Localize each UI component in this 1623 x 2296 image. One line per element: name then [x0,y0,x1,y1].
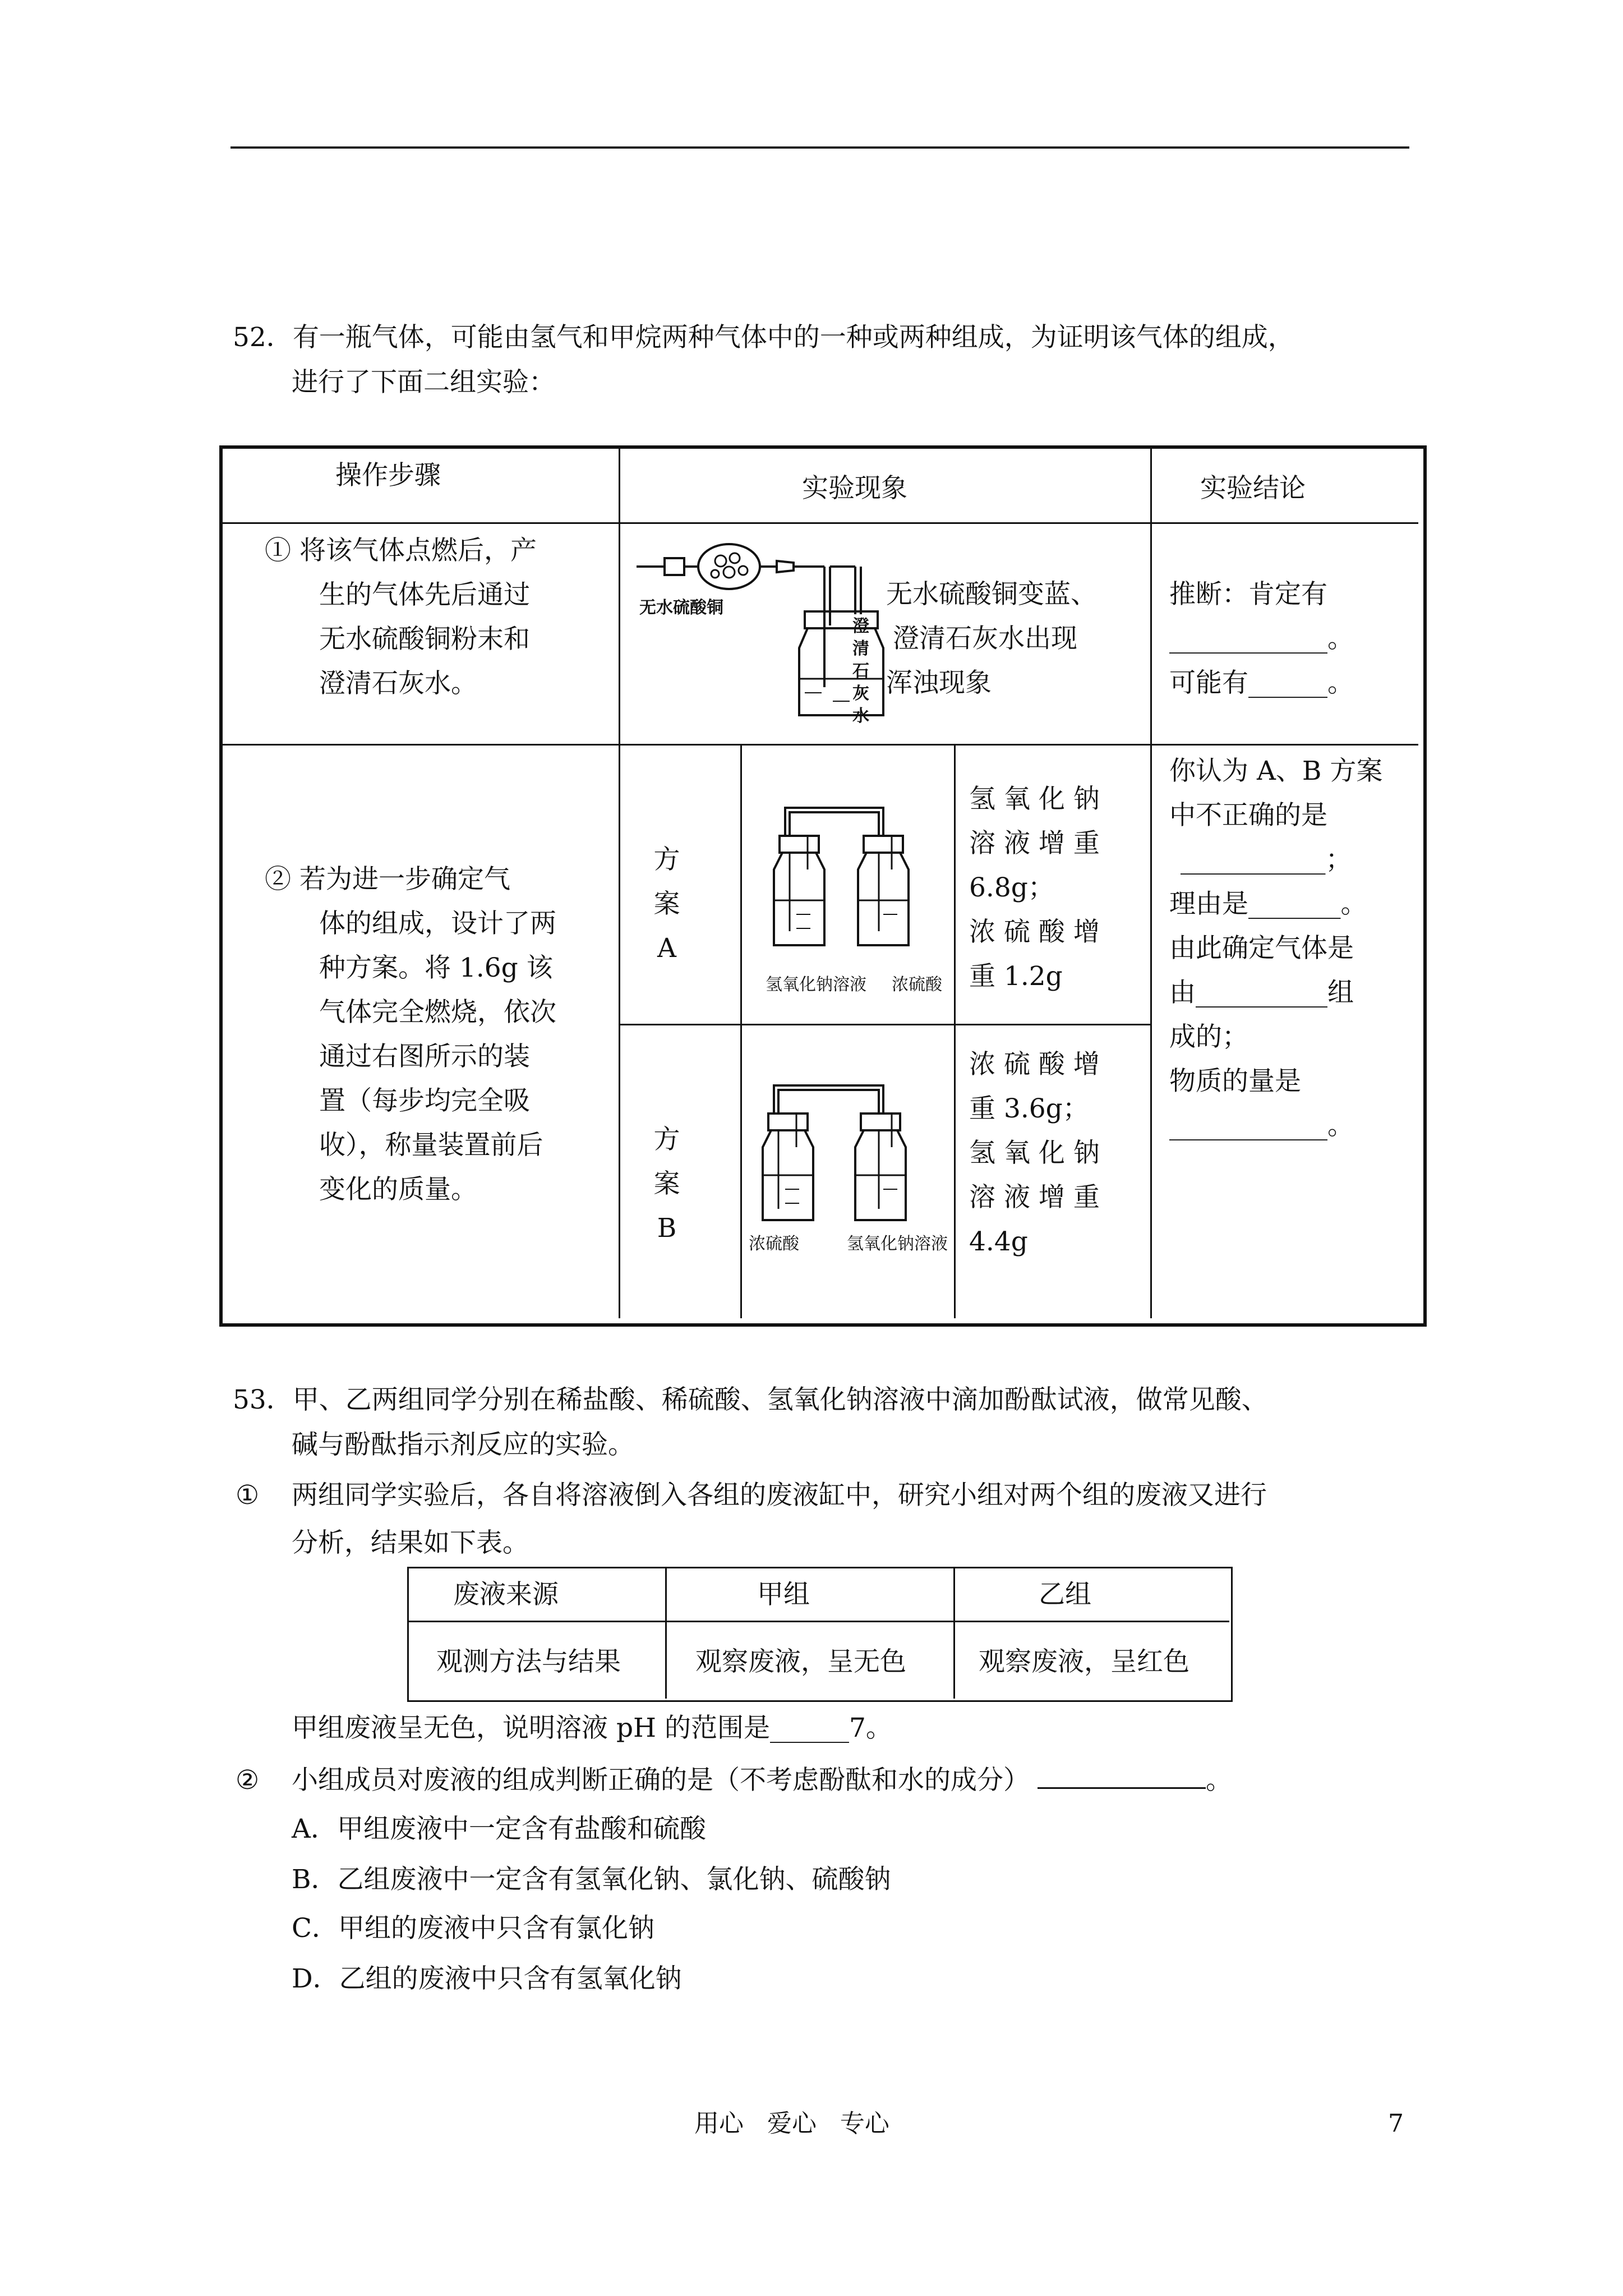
row2-step-line: ② 若为进一步确定气 [265,864,510,895]
page-number: 7 [1388,2109,1404,2138]
plan-label-char: 案 [653,1168,680,1199]
q52-line1 [233,315,1294,361]
phenomenon-line: 无水硫酸铜变蓝、 [886,579,1097,610]
conclusion-line: ___________； [1181,844,1352,875]
header-conclusion: 实验结论 [1200,473,1306,504]
row1-conclusion [1169,572,1354,705]
table-divider [619,447,620,1318]
conclusion-line: 可能有______。 [1169,668,1354,698]
ph-range-line: 甲组废液呈无色，说明溶液 pH 的范围是______7。 [292,1713,892,1743]
plan-b-label-h2so4: 浓硫酸 [749,1234,799,1254]
label-anhydrous-copper-sulfate: 无水硫酸铜 [639,598,723,618]
conclusion-line: ____________。 [1169,1110,1354,1141]
row1-step-line: 生的气体先后通过 [319,579,530,610]
q52-number: 52． [233,322,293,353]
row2-step-line: 种方案。将 1.6g 该 [319,953,553,983]
plan-a-label-naoh: 氢氧化钠溶液 [766,975,866,995]
plan-label-char: 案 [653,889,680,919]
q52-line2: 进行了下面二组实验： [292,367,555,398]
plan-b-label [653,1117,680,1250]
result-line: 氢 氧 化 钠 [969,1138,1100,1168]
row2-step-line: 收），称量装置前后 [319,1130,543,1161]
q53-part2-text: 小组成员对废液的组成判断正确的是（不考虑酚酞和水的成分） [292,1765,1030,1796]
plan-b-bottles-figure [749,1074,939,1237]
table53-header-source: 废液来源 [453,1579,559,1610]
plan-a-label-h2so4: 浓硫酸 [892,975,942,995]
row2-step-line: 置（每步均完全吸 [319,1085,530,1116]
table-divider [954,746,956,1318]
plan-label-char: A [657,933,676,964]
table53-header-group-a: 甲组 [757,1579,810,1610]
result-line: 浓 硫 酸 增 [969,917,1100,947]
q53-part2 [292,1757,1232,1803]
row2-steps [265,857,556,1212]
row1-step-line: 澄清石灰水。 [319,668,477,699]
row1-steps [265,528,537,706]
table-divider [221,744,1418,746]
q53-line2: 碱与酚酞指示剂反应的实验。 [292,1429,634,1460]
table-divider [740,746,742,1318]
table-divider [665,1568,667,1699]
table-divider [221,522,1418,524]
conclusion-line: 物质的量是 [1169,1066,1301,1097]
header-phenomenon: 实验现象 [802,473,907,504]
q53-stem: 甲、乙两组同学分别在稀盐酸、稀硫酸、氢氧化钠溶液中滴加酚酞试液，做常见酸、 [292,1384,1268,1415]
table53-row-group-a: 观察废液，呈无色 [695,1646,906,1677]
result-line: 重 3.6g； [969,1093,1089,1124]
row2-step-line: 体的组成，设计了两 [319,908,556,939]
option-b: B．乙组废液中一定含有氢氧化钠、氯化钠、硫酸钠 [292,1864,891,1895]
table-divider [620,1024,1152,1025]
q53-part1-line1: 两组同学实验后，各自将溶液倒入各组的废液缸中，研究小组对两个组的废液又进行 [292,1480,1267,1511]
result-line: 溶 液 增 重 [969,828,1100,859]
row2-conclusion [1169,749,1382,1148]
conclusion-line: 成的； [1169,1022,1248,1052]
row2-step-line: 变化的质量。 [319,1174,477,1205]
table53-header-group-b: 乙组 [1039,1579,1091,1610]
label-char: 石 [852,661,869,681]
table-divider [409,1621,1229,1622]
table53-row-group-b: 观察废液，呈红色 [979,1646,1189,1677]
q53-line1 [233,1377,1268,1423]
q52-stem: 有一瓶气体，可能由氢气和甲烷两种气体中的一种或两种组成，为证明该气体的组成， [292,322,1294,353]
result-line: 氢 氧 化 钠 [969,784,1100,815]
plan-b-result [969,1042,1100,1264]
option-a: A．甲组废液中一定含有盐酸和硫酸 [292,1814,706,1844]
plan-label-char: 方 [653,1124,680,1155]
result-line: 4.4g [969,1226,1028,1257]
label-limewater-vertical [852,615,873,728]
result-line: 6.8g； [969,872,1054,903]
plan-a-bottles-figure [763,797,931,959]
conclusion-line: 由__________组 [1169,977,1354,1008]
label-char: 澄 [852,616,869,636]
conclusion-line: ____________。 [1169,623,1354,654]
footer-motto: 用心 爱心 专心 [694,2109,889,2138]
table53-row-label: 观测方法与结果 [436,1646,621,1677]
q53-part1-marker: ① [236,1480,260,1511]
plan-label-char: 方 [653,844,680,875]
row2-step-line: 气体完全燃烧，依次 [319,997,556,1028]
option-c: C．甲组的废液中只含有氯化钠 [292,1913,654,1944]
row1-phenomenon [886,572,1097,705]
result-line: 浓 硫 酸 增 [969,1049,1100,1080]
option-d: D．乙组的废液中只含有氢氧化钠 [292,1963,682,1994]
plan-label-char: B [657,1213,677,1244]
header-rule [230,146,1409,149]
row2-step-line: 通过右图所示的装 [319,1041,530,1072]
conclusion-line: 由此确定气体是 [1169,933,1354,964]
result-line: 重 1.2g [969,961,1063,992]
plan-b-label-naoh: 氢氧化钠溶液 [847,1234,948,1254]
conclusion-line: 中不正确的是 [1169,800,1327,831]
q53-number: 53． [233,1384,293,1415]
q53-part2-marker: ② [236,1765,260,1796]
conclusion-line: 推断：肯定有 [1169,579,1327,610]
label-char: 水 [852,706,869,726]
label-char: 灰 [852,684,869,703]
row1-step-line: 无水硫酸铜粉末和 [319,624,530,655]
copper-sulfate-apparatus-figure [631,536,878,738]
result-line: 溶 液 增 重 [969,1182,1100,1213]
phenomenon-line: 浑浊现象 [886,668,992,698]
phenomenon-line: 澄清石灰水出现 [893,623,1077,654]
conclusion-line: 理由是_______。 [1169,889,1367,919]
answer-blank[interactable] [1038,1759,1206,1789]
table-divider [953,1568,955,1699]
label-char: 清 [852,639,869,659]
row1-step-line: ① 将该气体点燃后，产 [265,535,537,566]
header-steps: 操作步骤 [335,460,441,491]
q53-part1-line2: 分析，结果如下表。 [292,1527,529,1558]
plan-a-label [653,838,680,970]
plan-a-result [969,777,1100,999]
conclusion-line: 你认为 A、B 方案 [1169,756,1383,786]
table-divider [1150,447,1152,1318]
q53-part2-end: 。 [1206,1765,1232,1796]
